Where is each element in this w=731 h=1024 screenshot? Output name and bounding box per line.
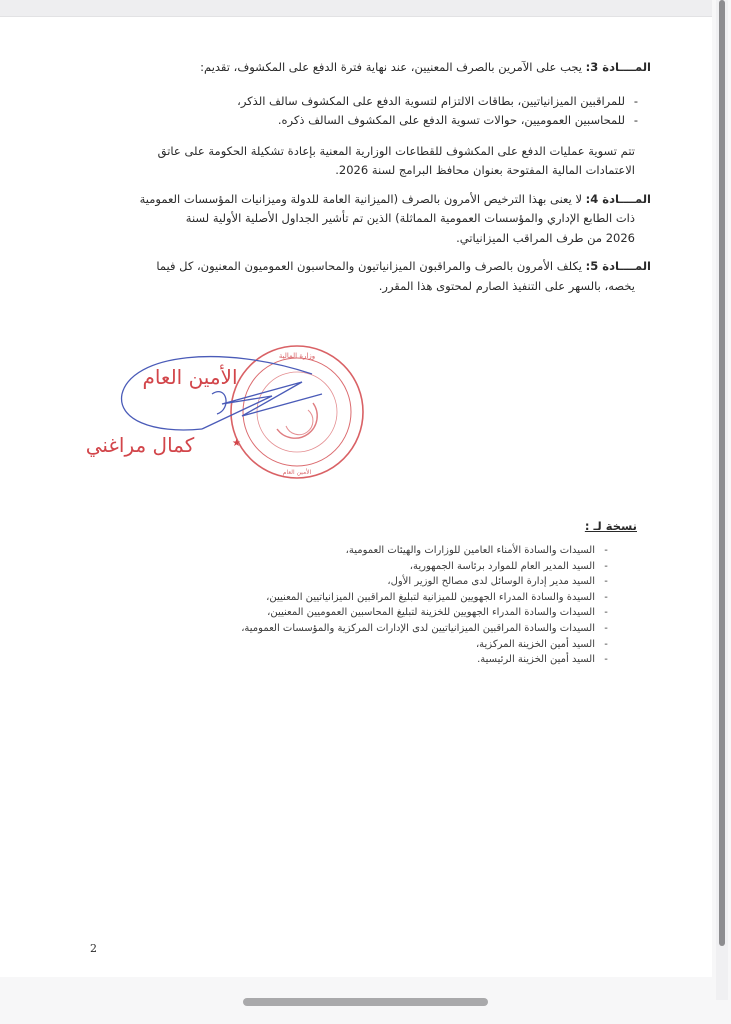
viewer-top-strip <box>0 0 712 17</box>
copies-list-item <box>241 543 617 559</box>
copies-list-item <box>241 574 617 590</box>
home-indicator-bar[interactable] <box>243 998 488 1006</box>
article-4-line-3: 2026 من طرف المراقب الميزانياتي. <box>456 231 635 245</box>
signatory-name: كمال مراغني <box>85 433 195 457</box>
stamp-star-icon: ★ <box>232 438 241 449</box>
stamp-top-text: وزارة المالية <box>278 352 316 360</box>
bullet-dash: - <box>604 622 608 634</box>
bullet-dash: - <box>604 591 608 603</box>
article-5-line-2: يخصه، بالسهر على التنفيذ الصارم لمحتوى هذا المقرر. <box>378 279 635 293</box>
copies-heading: نسخة لـ : <box>584 519 637 533</box>
copies-item-text: السيد أمين الخزينة الرئيسية. <box>477 654 595 666</box>
copies-list <box>241 543 617 668</box>
copies-item-text: السيدات والسادة المراقبين الميزانياتيين لدى الإدارات المركزية والمؤسسات العمومية، <box>241 622 595 634</box>
copies-item-text: السيدة والسادة المدراء الجهويين للميزانية لتبليغ المراقبين الميزانياتيين المعنيين، <box>266 591 595 603</box>
article-3-item-1 <box>237 92 647 110</box>
stamp-bottom-text: الأمين العام <box>282 469 312 476</box>
copies-list-item <box>241 637 617 653</box>
article-3-paragraph-line-2: الاعتمادات المالية المفتوحة بعنوان محافظ البرامج لسنة 2026. <box>335 163 635 177</box>
copies-list-item <box>241 559 617 575</box>
copies-list-item <box>241 621 617 637</box>
bullet-dash: - <box>604 638 608 650</box>
article-3-item-2 <box>278 111 647 129</box>
article-3-label: المــــادة 3: <box>585 60 651 74</box>
copies-item-text: السيدات والسادة المدراء الجهويين للخزينة لتبليغ المحاسبين العموميين المعنيين، <box>267 607 595 619</box>
copies-item-text: السيد المدير العام للموارد برئاسة الجمهورية، <box>409 560 595 572</box>
bullet-dash: - <box>633 113 639 127</box>
article-4-line-1 <box>140 190 651 208</box>
article-3-paragraph-line-1: تتم تسوية عمليات الدفع على المكشوف للقطاعات الوزارية المعنية بإعادة تشكيلة الحكومة على عاتق <box>157 144 635 158</box>
copies-list-item <box>241 605 617 621</box>
page-number: 2 <box>90 942 97 955</box>
copies-list-item <box>241 652 617 668</box>
article-4-line-2: ذات الطابع الإداري والمؤسسات العمومية المماثلة) الذين تم تأشير الجداول الأصلية الأولية لسنة <box>185 211 635 225</box>
official-stamp <box>231 346 363 478</box>
article-4-label: المــــادة 4: <box>585 192 651 206</box>
article-5-label: المــــادة 5: <box>585 259 651 273</box>
copies-item-text: السيد مدير إدارة الوسائل لدى مصالح الوزير الأول، <box>387 576 595 588</box>
copies-list-item <box>241 590 617 606</box>
copies-item-text: السيدات والسادة الأمناء العامين للوزارات والهيئات العمومية، <box>345 545 595 556</box>
article-3-item-text: للمراقبين الميزانياتيين، بطاقات الالتزام لتسوية الدفع على المكشوف سالف الذكر، <box>237 94 625 108</box>
article-5-line-1 <box>156 257 651 275</box>
vertical-scrollbar-thumb[interactable] <box>719 0 725 946</box>
article-3-heading-line <box>200 58 651 76</box>
article-4-text: لا يعنى بهذا الترخيص الأمرون بالصرف (الميزانية العامة للدولة وميزانيات المؤسسات العمومية <box>139 192 582 206</box>
copies-item-text: السيد أمين الخزينة المركزية، <box>475 638 595 650</box>
article-3-text: يجب على الآمرين بالصرف المعنيين، عند نهاية فترة الدفع على المكشوف، تقديم: <box>200 60 582 74</box>
signature-title: الأمين العام <box>142 365 238 389</box>
bullet-dash: - <box>604 560 608 572</box>
bullet-dash: - <box>633 94 639 108</box>
bullet-dash: - <box>604 576 608 588</box>
bullet-dash: - <box>604 607 608 619</box>
bullet-dash: - <box>604 654 608 666</box>
article-3-item-text: للمحاسبين العموميين، حوالات تسوية الدفع على المكشوف السالف ذكره. <box>277 113 625 127</box>
bullet-dash: - <box>604 545 608 556</box>
signature-and-stamp <box>72 334 372 484</box>
article-5-text: يكلف الأمرون بالصرف والمراقبون الميزانياتيون والمحاسبون العموميون المعنيون، كل فيما <box>156 259 582 273</box>
